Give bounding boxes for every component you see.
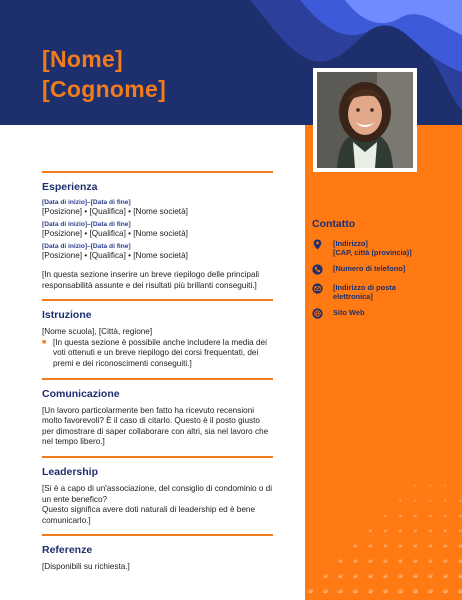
leadership-text-1: [Si è a capo di un'associazione, del consiglio di condominio o di un ente benefico?: [42, 483, 273, 504]
contact-address-text: [Indirizzo] [CAP, città (provincia)]: [333, 239, 412, 257]
contact-phone-text: [Numero di telefono]: [333, 264, 406, 273]
first-name: [Nome]: [42, 46, 124, 72]
dot-pattern-decoration: [305, 125, 462, 600]
contact-address: [312, 239, 412, 257]
last-name: [Cognome]: [42, 76, 167, 102]
job-line: [Posizione] • [Qualifica] • [Nome società]: [42, 251, 188, 260]
contact-website-text: Sito Web: [333, 308, 365, 317]
section-divider: [42, 534, 273, 536]
leadership-text-2: Questo significa avere doti naturali di leadership ed è bene comunicarlo.]: [42, 505, 256, 525]
phone-icon: [312, 264, 323, 275]
contact-website: [312, 308, 364, 319]
job-date: [Data di inizio]–[Data di fine]: [42, 199, 131, 206]
globe-icon: [312, 308, 323, 319]
contact-title: Contatto: [312, 218, 356, 230]
job-date: [Data di inizio]–[Data di fine]: [42, 243, 131, 250]
leadership-title: Leadership: [42, 465, 99, 478]
section-divider: [42, 378, 273, 380]
contact-sidebar: [305, 125, 462, 600]
education-bullet-text: [In questa sezione è possibile anche includere la media dei voti ottenuti e un breve riepilogo dei corsi frequentati, dei premi e dei riconoscimenti conseguiti.]: [53, 337, 267, 368]
contact-email-text: [Indirizzo di posta elettronica]: [333, 283, 396, 301]
experience-title: Esperienza: [42, 181, 98, 193]
profile-photo-frame: [313, 68, 417, 172]
job-date: [Data di inizio]–[Data di fine]: [42, 221, 131, 228]
main-content: [42, 171, 273, 573]
communication-title: Comunicazione: [42, 387, 120, 400]
section-divider: [42, 171, 273, 173]
section-divider: [42, 299, 273, 301]
job-line: [Posizione] • [Qualifica] • [Nome società]: [42, 207, 188, 216]
education-bullet: [42, 338, 273, 370]
education-title: Istruzione: [42, 309, 92, 322]
experience-summary: [In questa sezione inserire un breve riepilogo delle principali responsabilità assunte e dei risultati più brillanti conseguiti.]: [42, 270, 260, 290]
education-school: [Nome scuola], [Città, regione]: [42, 327, 153, 337]
profile-photo: [317, 72, 413, 168]
job-line: [Posizione] • [Qualifica] • [Nome società]: [42, 229, 188, 238]
references-title: Referenze: [42, 544, 93, 557]
contact-phone: [312, 264, 405, 275]
section-divider: [42, 456, 273, 458]
contact-email: [312, 283, 433, 301]
bullet-square-icon: ■: [42, 338, 47, 346]
references-text: [Disponibili su richiesta.]: [42, 562, 130, 572]
location-pin-icon: [312, 239, 323, 250]
communication-text: [Un lavoro particolarmente ben fatto ha ricevuto recensioni molto favorevoli? È il caso di citarlo. Questo è il posto giusto per dimostrare di saper collaborare con altri, sia nel lavoro che nel tempo libero.]: [42, 405, 269, 447]
email-icon: [312, 283, 323, 294]
